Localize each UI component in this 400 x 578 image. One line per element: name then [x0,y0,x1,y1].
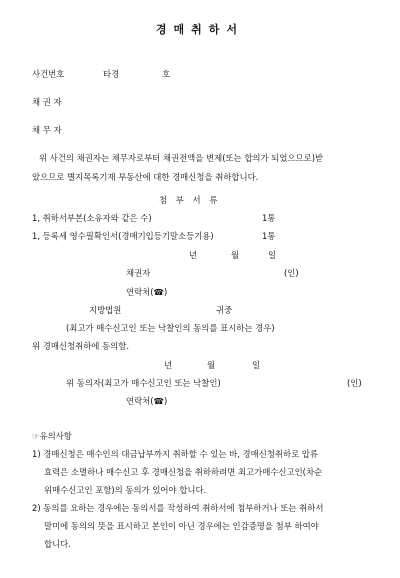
consenter-label: 위 동의자(최고가 매수신고인 또는 낙찰인) [66,378,221,388]
body-line-1: 위 사건의 채권자는 채무자로부터 채권전액을 변제(또는 합의가 되었으므로)받 [39,153,324,163]
attachment-1: 1, 취하서부본(소유자와 같은 수) [32,213,152,223]
attachment-2: 1, 등록세 영수필확인서(경매기입등기말소등기용) [32,231,214,241]
creditor-contact-label: 연락처(☎) [126,287,168,297]
note-1-line-3: 위매수신고인 포함)의 동의가 있어야 합니다. [44,485,207,495]
consent-note: (최고가 매수신고인 또는 낙찰인의 동의를 표시하는 경우) [66,323,275,333]
attachment-1-count: 1통 [262,213,276,223]
court-label: 지방법원 [89,305,122,315]
note-1-line-2: 효력은 소멸하나 매수신고 후 경매신청을 취하하려면 최고가매수신고인(차순 [44,467,323,477]
case-suffix: 호 [162,69,171,79]
creditor-label: 채 권 자 [32,97,62,107]
note-2-line-3: 합니다. [44,539,71,549]
case-type: 타경 [103,69,120,79]
court-suffix: 귀중 [216,305,233,315]
attachments-heading: 첨 부 서 류 [159,195,221,205]
creditor-signature-label: 채권자 [126,268,151,278]
body-line-2: 았으므로 별지목록기재 부동산에 대한 경매신청을 취하합니다. [32,172,259,182]
case-number-label: 사건번호 [32,69,65,79]
consent-date-day: 일 [252,360,261,370]
note-2-line-2: 말미에 동의의 뜻을 표시하고 본인이 아닌 경우에는 인감증명을 첨부 하여야 [44,521,319,531]
document-title: 경매취하서 [155,23,245,36]
attachment-2-count: 1통 [262,231,276,241]
note-1-line-1: 1) 경매신청은 매수인의 대금납부까지 취하할 수 있는 바, 경매신청취하로 압류 [32,449,319,459]
date-month: 월 [231,250,240,260]
consenter-contact-label: 연락처(☎) [126,396,168,406]
consent-statement: 위 경매신청취하에 동의함. [32,341,129,351]
consenter-seal: (인) [347,378,362,388]
note-2-line-1: 2) 동의를 요하는 경우에는 동의서를 작성하여 취하서에 첨부하거나 또는 취하서 [32,503,324,513]
consent-date-year: 년 [164,360,173,370]
debtor-label: 채 무 자 [32,125,62,135]
date-day: 일 [268,250,277,260]
notes-heading: ☞유의사항 [32,431,72,441]
consent-date-month: 월 [207,360,216,370]
creditor-seal: (인) [284,268,299,278]
date-year: 년 [189,250,198,260]
